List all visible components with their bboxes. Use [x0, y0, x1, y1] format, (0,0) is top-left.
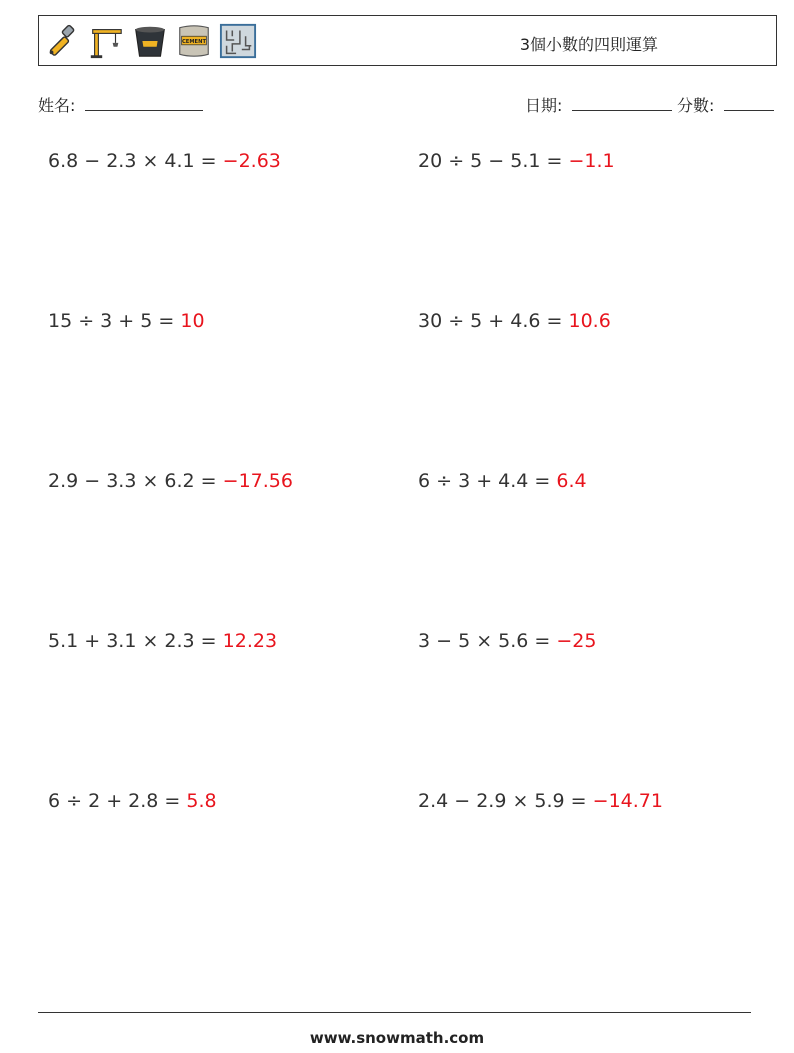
score-blank[interactable] — [724, 96, 774, 111]
problem-5 — [48, 470, 293, 492]
problem-8 — [418, 630, 597, 652]
problem-answer: 10.6 — [568, 310, 611, 332]
problem-9 — [48, 790, 217, 812]
name-label: 姓名: — [38, 96, 76, 115]
crane-icon — [87, 21, 125, 61]
name-blank[interactable] — [85, 96, 203, 111]
footer-site[interactable]: www.snowmath.com — [309, 1029, 485, 1047]
score-label: 分數: — [677, 96, 715, 115]
problem-answer: −1.1 — [568, 150, 615, 172]
problem-3 — [48, 310, 205, 332]
problem-answer: −25 — [556, 630, 597, 652]
problem-expression: 30 ÷ 5 + 4.6 = — [418, 310, 569, 332]
worksheet-header — [38, 15, 777, 66]
problem-expression: 6 ÷ 3 + 4.4 = — [418, 470, 557, 492]
problem-answer: 5.8 — [186, 790, 217, 812]
problem-expression: 3 − 5 × 5.6 = — [418, 630, 557, 652]
problem-expression: 6.8 − 2.3 × 4.1 = — [48, 150, 223, 172]
date-blank[interactable] — [572, 96, 672, 111]
problem-4 — [418, 310, 611, 332]
name-field — [38, 93, 203, 116]
problem-6 — [418, 470, 587, 492]
problem-expression: 5.1 + 3.1 × 2.3 = — [48, 630, 223, 652]
footer-divider — [38, 1012, 751, 1013]
bucket-icon — [131, 21, 169, 61]
svg-text:CEMENT: CEMENT — [181, 38, 207, 45]
problem-expression: 20 ÷ 5 − 5.1 = — [418, 150, 569, 172]
problem-expression: 2.9 − 3.3 × 6.2 = — [48, 470, 223, 492]
worksheet-title: 3個小數的四則運算 — [519, 35, 658, 54]
problem-expression: 2.4 − 2.9 × 5.9 = — [418, 790, 593, 812]
problem-answer: 12.23 — [222, 630, 278, 652]
problem-expression: 6 ÷ 2 + 2.8 = — [48, 790, 187, 812]
problem-expression: 15 ÷ 3 + 5 = — [48, 310, 181, 332]
problem-7 — [48, 630, 277, 652]
header-icons — [43, 20, 257, 62]
date-field — [525, 93, 672, 116]
problem-2 — [418, 150, 615, 172]
wrench-icon — [43, 21, 81, 61]
cement-bag-icon — [175, 21, 213, 61]
problem-1 — [48, 150, 281, 172]
problem-answer: −17.56 — [222, 470, 293, 492]
problem-answer: −14.71 — [592, 790, 663, 812]
score-field — [677, 93, 774, 116]
problem-answer: 10 — [180, 310, 205, 332]
maze-icon — [219, 21, 257, 61]
date-label: 日期: — [525, 96, 563, 115]
problem-answer: −2.63 — [222, 150, 281, 172]
problem-answer: 6.4 — [556, 470, 587, 492]
problem-10 — [418, 790, 663, 812]
